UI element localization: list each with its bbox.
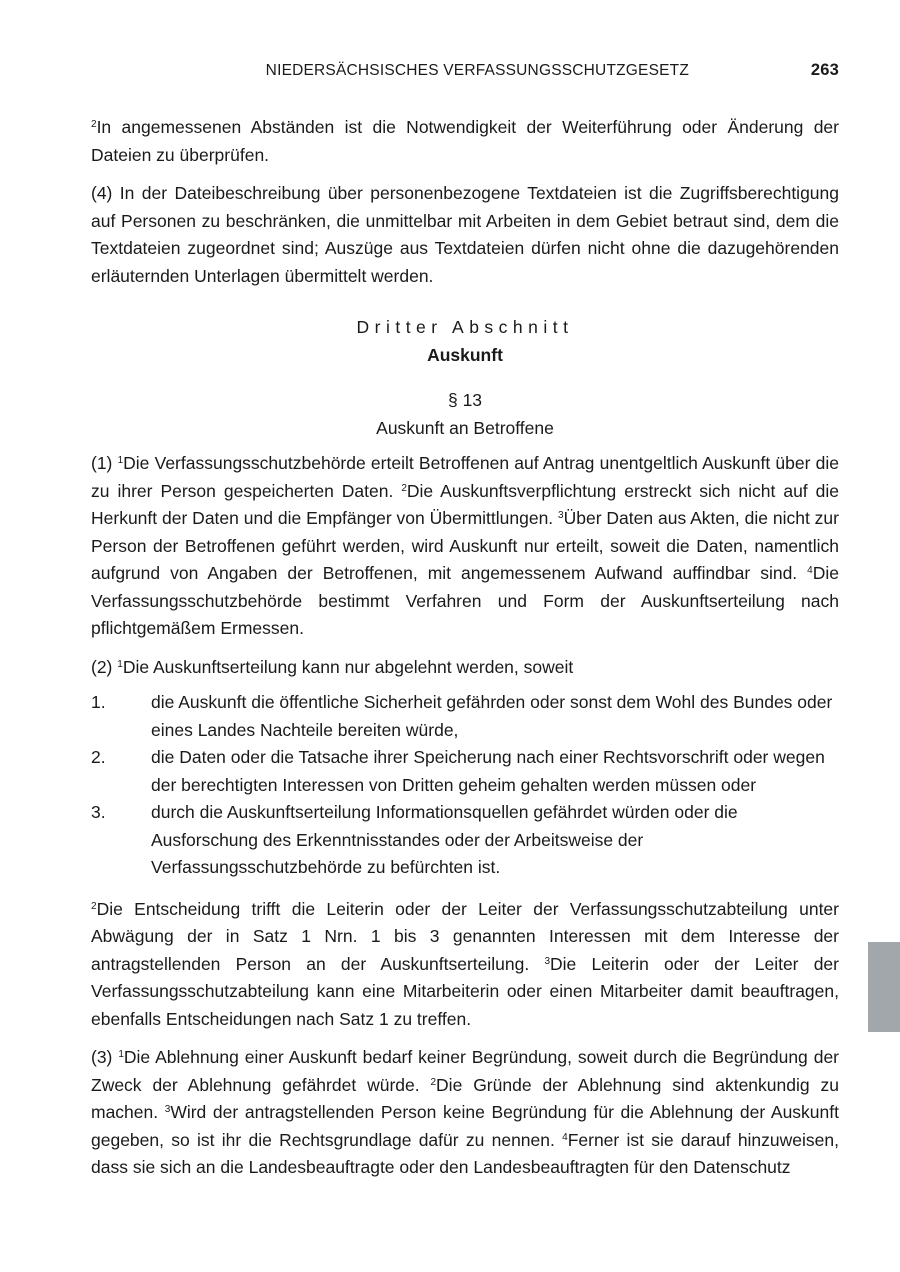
- sentence-text: In angemessenen Abständen ist die Notwendigkeit der Weiterführung oder Änderung der Dateien zu überprüfen.: [91, 117, 839, 165]
- paragraph-heading: [91, 387, 839, 442]
- sentence-text: Über Daten aus Akten, die nicht zur Person der Betroffenen geführt werden, wird Auskunft nur erteilt, soweit die Daten, namentlich aufgrund von Angaben der Betroffenen, mit angemessenem Aufwand auffindbar sind.: [91, 508, 839, 583]
- section-heading: [91, 314, 839, 369]
- abs-prefix: (3): [91, 1047, 119, 1067]
- paragraph-title: Auskunft an Betroffene: [376, 417, 554, 438]
- list-item: [91, 799, 839, 882]
- list-item: [91, 689, 839, 744]
- sentence-text: Die Verfassungsschutzbehörde bestimmt Verfahren und Form der Auskunftserteilung nach pflichtgemäßem Ermessen.: [91, 563, 839, 638]
- sentence-number: 4: [562, 1131, 568, 1143]
- sentence-text: Die Entscheidung trifft die Leiterin oder der Leiter der Verfassungsschutzabteilung unter Abwägung der in Satz 1 Nrn. 1 bis 3 genannten Interessen mit dem Interesse der antragstellenden Person an der Auskunftserteilung.: [91, 898, 839, 974]
- sentence-number: 2: [430, 1076, 437, 1088]
- sentence-text: Die Leiterin oder der Leiter der Verfassungsschutzabteilung kann eine Mitarbeiterin oder einen Mitarbeiter damit beauftragen, ebenfalls Entscheidungen nach Satz 1 zu treffen.: [91, 953, 839, 1029]
- chapter-thumb-tab: [868, 942, 900, 1032]
- list-item-number: 3.: [91, 802, 106, 822]
- abs-prefix: (1): [91, 453, 118, 473]
- list-item: [91, 744, 839, 799]
- page-number: 263: [810, 61, 839, 79]
- paragraph-continuation: [91, 114, 839, 169]
- section-title: Auskunft: [427, 344, 503, 365]
- list-item-text: durch die Auskunftserteilung Informationsquellen gefährdet würden oder die Ausforschung des Erkenntnisstandes oder der Arbeitsweise der Verfassungsschutzbehörde zu befürchten ist.: [151, 802, 738, 877]
- abs-prefix: (2): [91, 656, 118, 677]
- header-title: NIEDERSÄCHSISCHES VERFASSUNGSSCHUTZGESETZ: [265, 62, 689, 79]
- sentence-number: 2: [401, 482, 407, 494]
- list-item-text: die Daten oder die Tatsache ihrer Speicherung nach einer Rechtsvorschrift oder wegen der berechtigten Interessen von Dritten geheim gehalten werden müssen oder: [151, 747, 825, 795]
- paragraph-abs-4: (4) In der Dateibeschreibung über personenbezogene Textdateien ist die Zugriffsberechtigung auf Personen zu beschränken, die unmittelbar mit Arbeiten in dem Gebiet betraut sind, dem die Textdateien zugeordnet sind; Auszüge aus Textdateien dürfen nicht ohne die dazugehörenden erläuternden Unterlagen übermittelt werden.: [91, 183, 839, 286]
- list-item-text: die Auskunft die öffentliche Sicherheit gefährden oder sonst dem Wohl des Bundes oder eines Landes Nachteile bereiten würde,: [151, 692, 833, 740]
- sentence-number: 1: [118, 1049, 124, 1060]
- list-item-number: 2.: [91, 747, 106, 767]
- paragraph-abs-2-intro: [91, 654, 839, 682]
- page-content: [91, 114, 839, 1193]
- section-label: Dritter Abschnitt: [356, 317, 574, 337]
- sentence-text: Die Auskunftsverpflichtung erstreckt sich nicht auf die Herkunft der Daten und die Empfänger von Übermittlungen.: [91, 480, 839, 528]
- running-header: [91, 57, 839, 81]
- list-item-number: 1.: [91, 692, 106, 712]
- sentence-number: 3: [558, 510, 564, 521]
- sentence-number: 2: [91, 119, 97, 130]
- paragraph-number: § 13: [447, 390, 483, 410]
- sentence-text: Die Ablehnung einer Auskunft bedarf keiner Begründung, soweit durch die Begründung der Zweck der Ablehnung gefährdet würde.: [91, 1047, 840, 1095]
- sentence-number: 4: [807, 565, 813, 576]
- paragraph-abs-3: [91, 1044, 839, 1182]
- sentence-text: Ferner ist sie darauf hinzuweisen, dass sie sich an die Landesbeauftragte oder den Landesbeauftragten für den Datenschutz: [91, 1129, 839, 1177]
- sentence-number: 2: [91, 900, 97, 912]
- paragraph-abs-1: [91, 450, 839, 643]
- sentence-number: 1: [117, 455, 124, 466]
- sentence-number: 3: [164, 1104, 171, 1115]
- sentence-text: Die Verfassungsschutzbehörde erteilt Betroffenen auf Antrag unentgeltlich Auskunft über die zu ihrer Person gespeicherten Daten.: [91, 453, 839, 501]
- sentence-number: 3: [544, 955, 550, 967]
- numbered-list: [91, 689, 839, 882]
- sentence-text: Wird der antragstellenden Person keine Begründung für die Ablehnung der Auskunft gegeben, so ist ihr die Rechtsgrundlage dafür zu nennen.: [91, 1102, 839, 1150]
- sentence-text: Die Gründe der Ablehnung sind aktenkundig zu machen.: [91, 1074, 839, 1122]
- sentence-text: Die Auskunftserteilung kann nur abgelehnt werden, soweit: [122, 656, 574, 677]
- sentence-number: 1: [117, 658, 123, 670]
- paragraph-abs-2-continuation: [91, 896, 839, 1034]
